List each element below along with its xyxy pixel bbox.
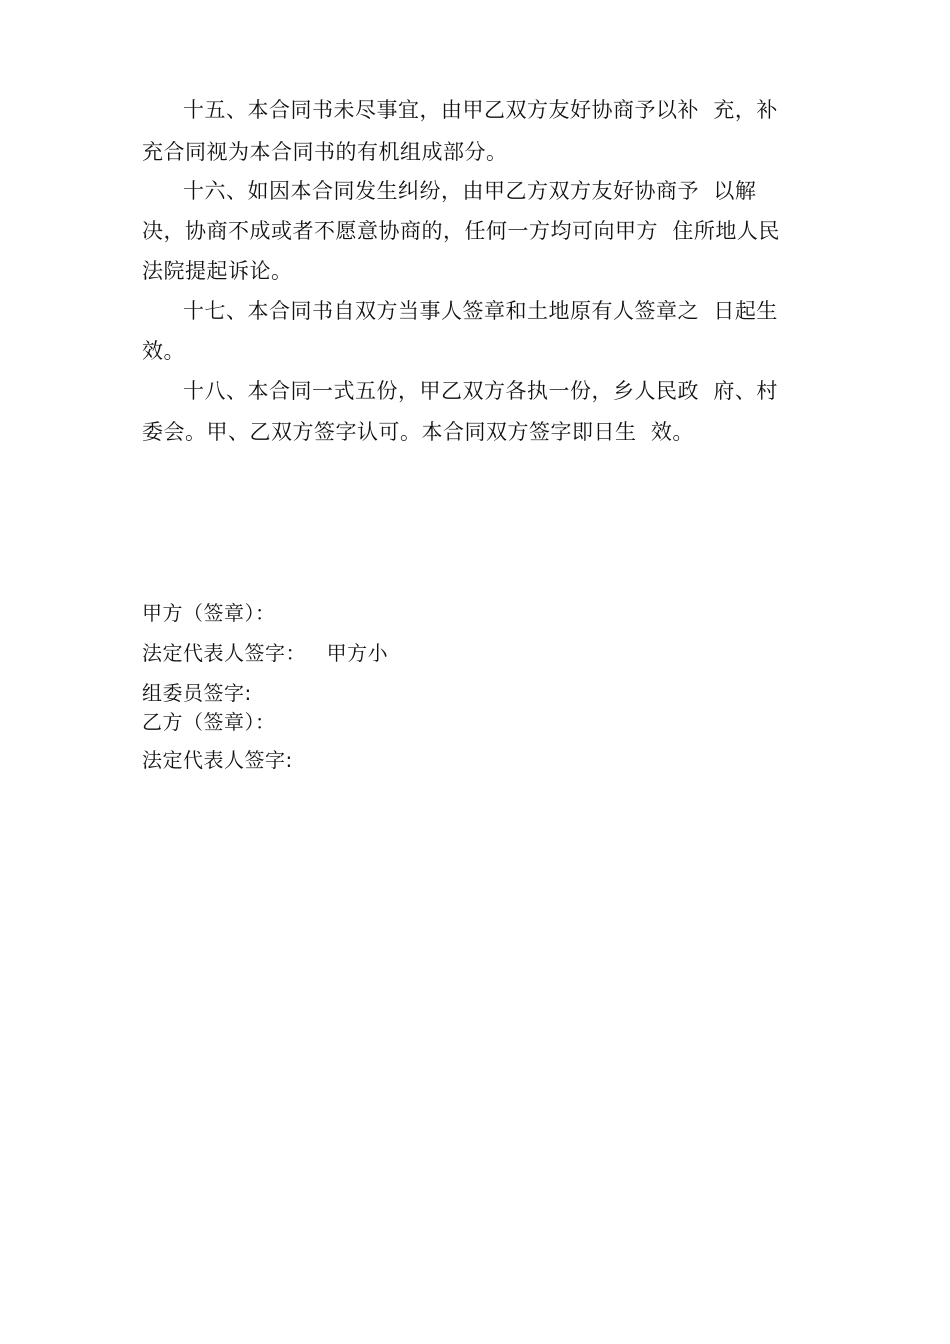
clause-16-line-2: 决，协商不成或者不愿意协商的，任何一方均可向甲方 住所地人民 [142, 219, 780, 243]
party-b-representative-label: 法定代表人签字: [142, 748, 293, 772]
clause-15-line-1: 十五、本合同书未尽事宜，由甲乙双方友好协商予以补 充，补 [183, 98, 778, 122]
clause-18-line-1: 十八、本合同一式五份，甲乙双方各执一份，乡人民政 府、村 [183, 379, 778, 403]
clause-17-line-1: 十七、本合同书自双方当事人签章和土地原有人签章之 日起生 [183, 299, 778, 323]
party-b-seal-label: 乙方（签章）： [142, 710, 276, 734]
clause-16-line-3: 法院提起诉论。 [142, 259, 293, 283]
party-a-seal-label: 甲方（签章）： [142, 601, 276, 625]
clause-16-line-1: 十六、如因本合同发生纠纷，由甲乙方双方友好协商予 以解 [183, 179, 757, 203]
clause-17-line-2: 效。 [142, 339, 185, 363]
committee-member-signature-label: 组委员签字: [142, 681, 252, 705]
clause-15-line-2: 充合同视为本合同书的有机组成部分。 [142, 140, 508, 164]
clause-18-line-2: 委会。甲、乙双方签字认可。本合同双方签字即日生 效。 [142, 420, 694, 444]
party-a-representative-label: 法定代表人签字： 甲方小 [142, 641, 389, 665]
